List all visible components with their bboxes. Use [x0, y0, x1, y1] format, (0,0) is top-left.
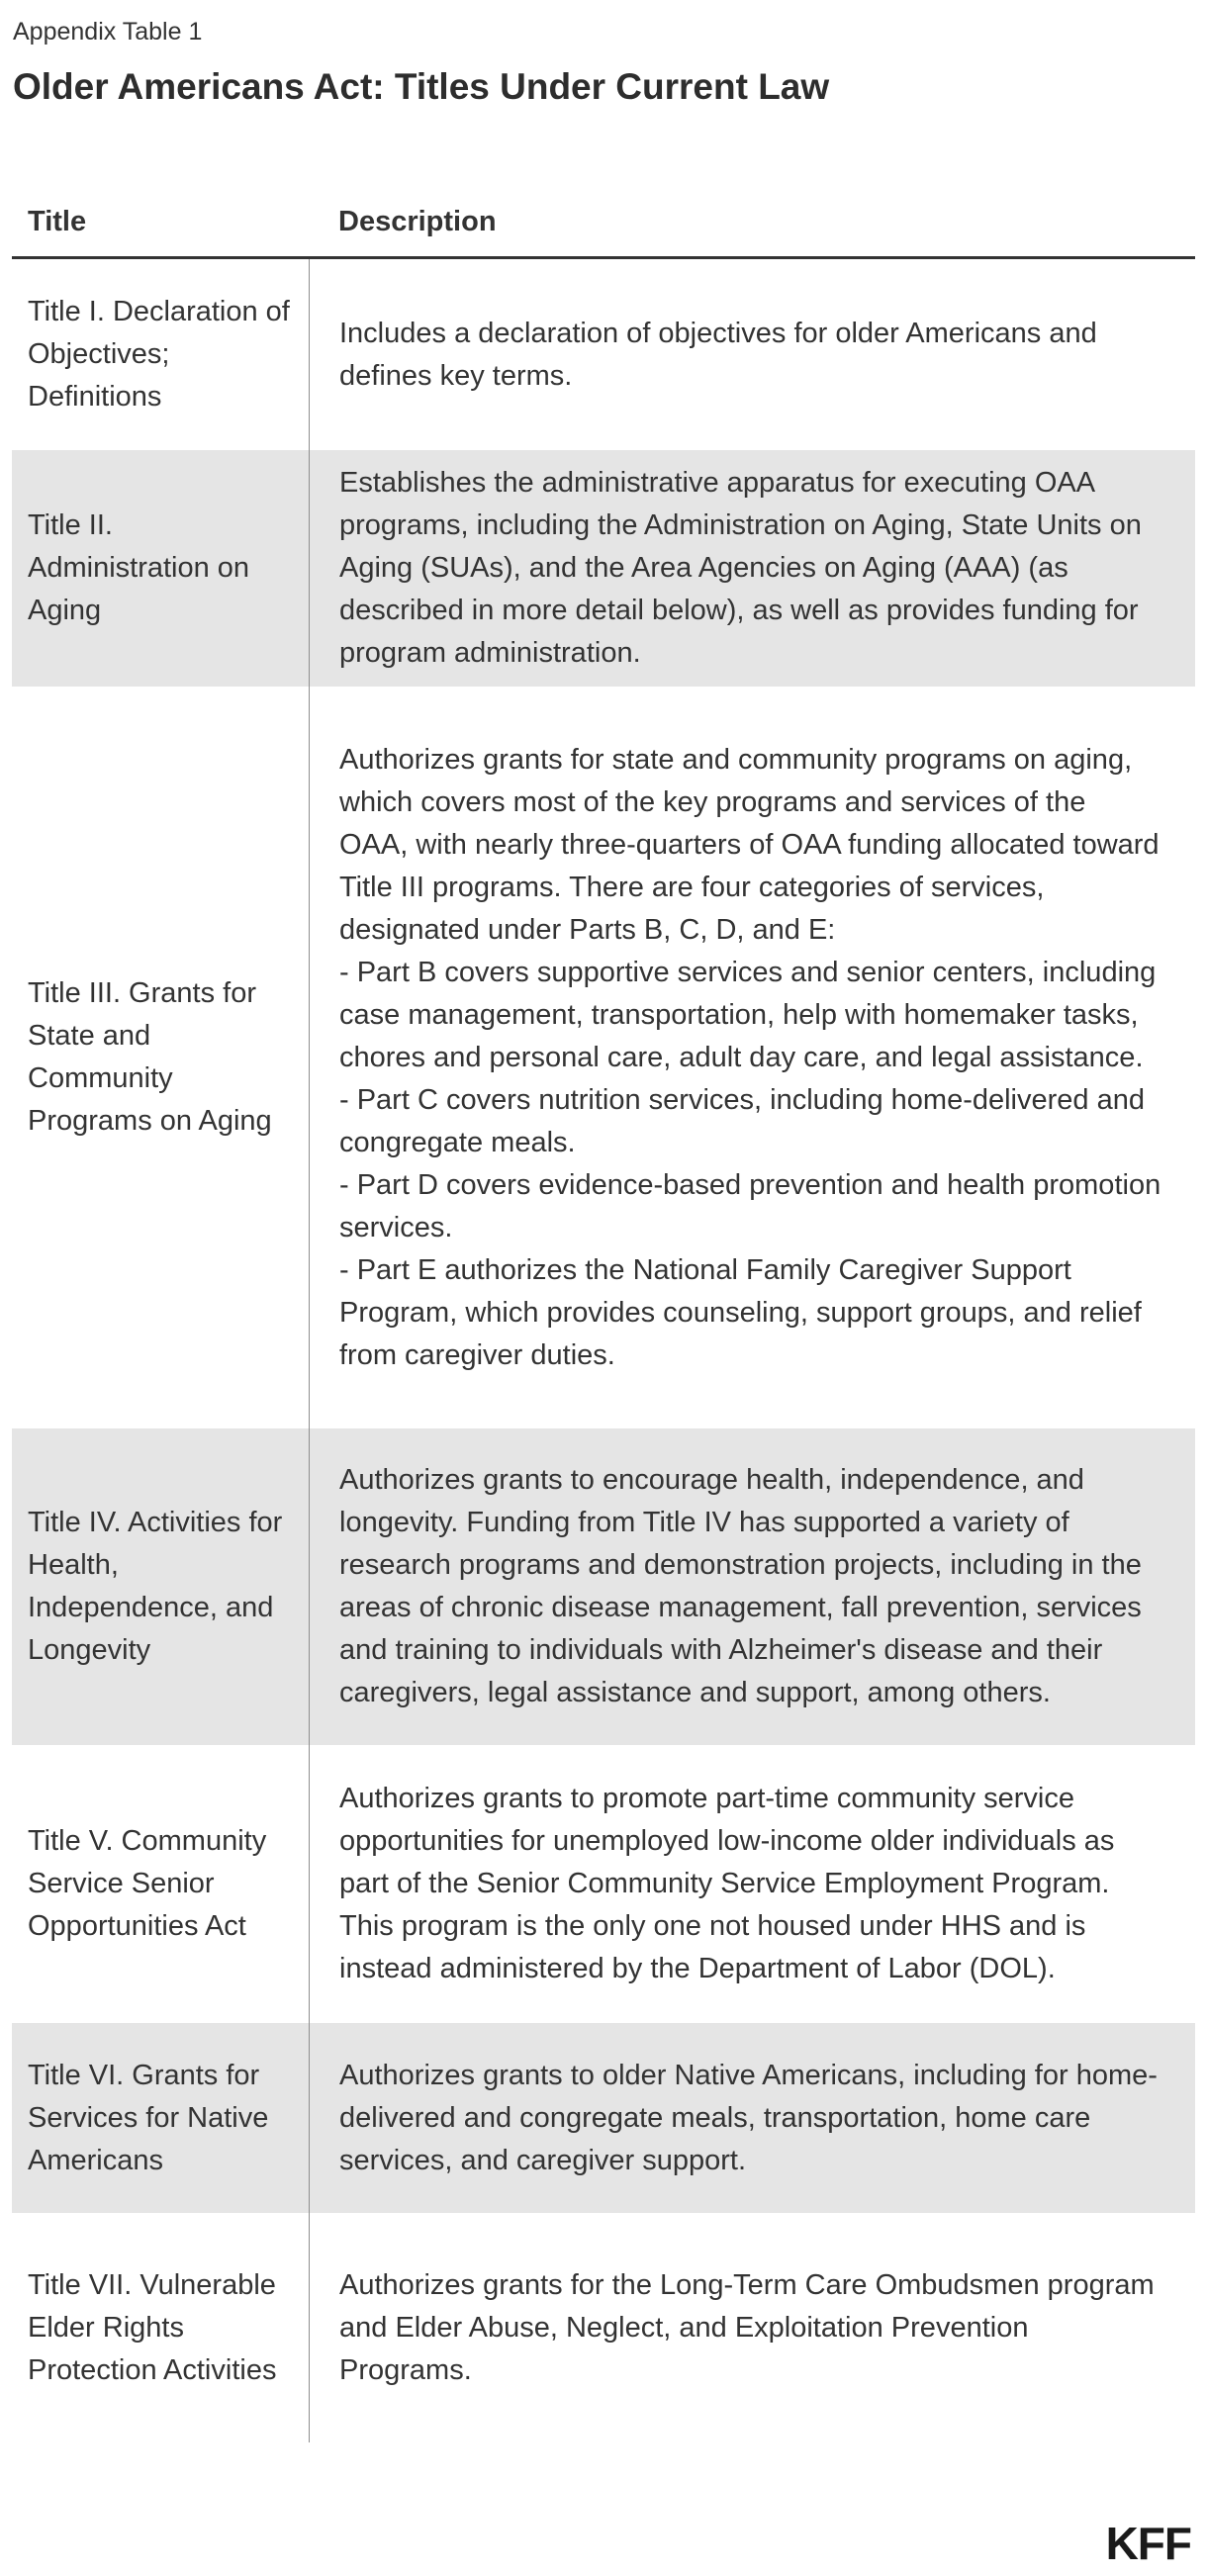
titles-table — [12, 206, 1195, 2442]
row-description — [309, 687, 1195, 1428]
description-line: Authorizes grants for the Long-Term Care Ombudsmen program and Elder Abuse, Neglect, and Exploitation Prevention Programs. — [339, 2268, 1155, 2386]
table-body — [12, 259, 1195, 2442]
row-description — [309, 1745, 1195, 2023]
row-title: Title I. Declaration of Objectives; Definitions — [28, 296, 290, 413]
table-eyebrow: Appendix Table 1 — [13, 18, 203, 46]
row-title: Title III. Grants for State and Community Programs on Aging — [28, 977, 272, 1137]
table-row — [12, 687, 1195, 1428]
description-line: - Part B covers supportive services and senior centers, including case management, transportation, help with homemaker tasks, chores and personal care, adult day care, and legal assistance. — [339, 956, 1157, 1073]
table-row — [12, 2023, 1195, 2213]
description-line: Authorizes grants to older Native Americans, including for home-delivered and congregate meals, transportation, home care services, and caregiver support. — [339, 2059, 1158, 2176]
row-description — [309, 450, 1195, 687]
description-line: - Part C covers nutrition services, including home-delivered and congregate meals. — [339, 1083, 1145, 1158]
description-line: Establishes the administrative apparatus for executing OAA programs, including the Administration on Aging, State Units on Aging (SUAs), and the Area Agencies on Aging (AAA) (as described in more detail below), as well as provides funding for program administration. — [339, 467, 1142, 669]
row-description — [309, 2023, 1195, 2213]
row-title: Title V. Community Service Senior Opportunities Act — [28, 1825, 267, 1942]
table-row — [12, 2213, 1195, 2442]
table-row — [12, 1745, 1195, 2023]
row-title: Title VII. Vulnerable Elder Rights Protection Activities — [28, 2268, 277, 2386]
description-line: Authorizes grants to encourage health, independence, and longevity. Funding from Title IV has supported a variety of research programs and demonstration projects, including in the areas of chronic disease management, fall prevention, services and training to individuals with Alzheimer's disease and their caregivers, legal assistance and support, among others. — [339, 1464, 1142, 1708]
description-line: - Part E authorizes the National Family Caregiver Support Program, which provides counseling, support groups, and relief from caregiver duties. — [339, 1253, 1142, 1371]
column-header-description: Description — [338, 206, 497, 237]
table-row — [12, 450, 1195, 687]
row-title: Title IV. Activities for Health, Independence, and Longevity — [28, 1507, 283, 1666]
column-header-title: Title — [28, 206, 87, 237]
row-title: Title VI. Grants for Services for Native Americans — [28, 2059, 269, 2176]
row-title: Title II. Administration on Aging — [28, 509, 250, 626]
description-line: Authorizes grants for state and community programs on aging, which covers most of the key programs and services of the OAA, with nearly three-quarters of OAA funding allocated toward Title III programs. There are four categories of services, designated under Parts B, C, D, and E: — [339, 743, 1160, 946]
table-header-row — [12, 206, 1195, 259]
table-row — [12, 259, 1195, 450]
description-line: - Part D covers evidence-based prevention and health promotion services. — [339, 1168, 1161, 1243]
row-description — [309, 1428, 1195, 1745]
page-title: Older Americans Act: Titles Under Current Law — [13, 66, 830, 107]
description-line: Authorizes grants to promote part-time community service opportunities for unemployed low-income older individuals as part of the Senior Community Service Employment Program. This program is the only one not housed under HHS and is instead administered by the Department of Labor (DOL). — [339, 1783, 1115, 1984]
row-description — [309, 2213, 1195, 2442]
table-row — [12, 1428, 1195, 1745]
kff-logo: KFF — [1105, 2518, 1191, 2569]
description-line: Includes a declaration of objectives for older Americans and defines key terms. — [339, 317, 1097, 392]
row-description — [309, 259, 1195, 450]
